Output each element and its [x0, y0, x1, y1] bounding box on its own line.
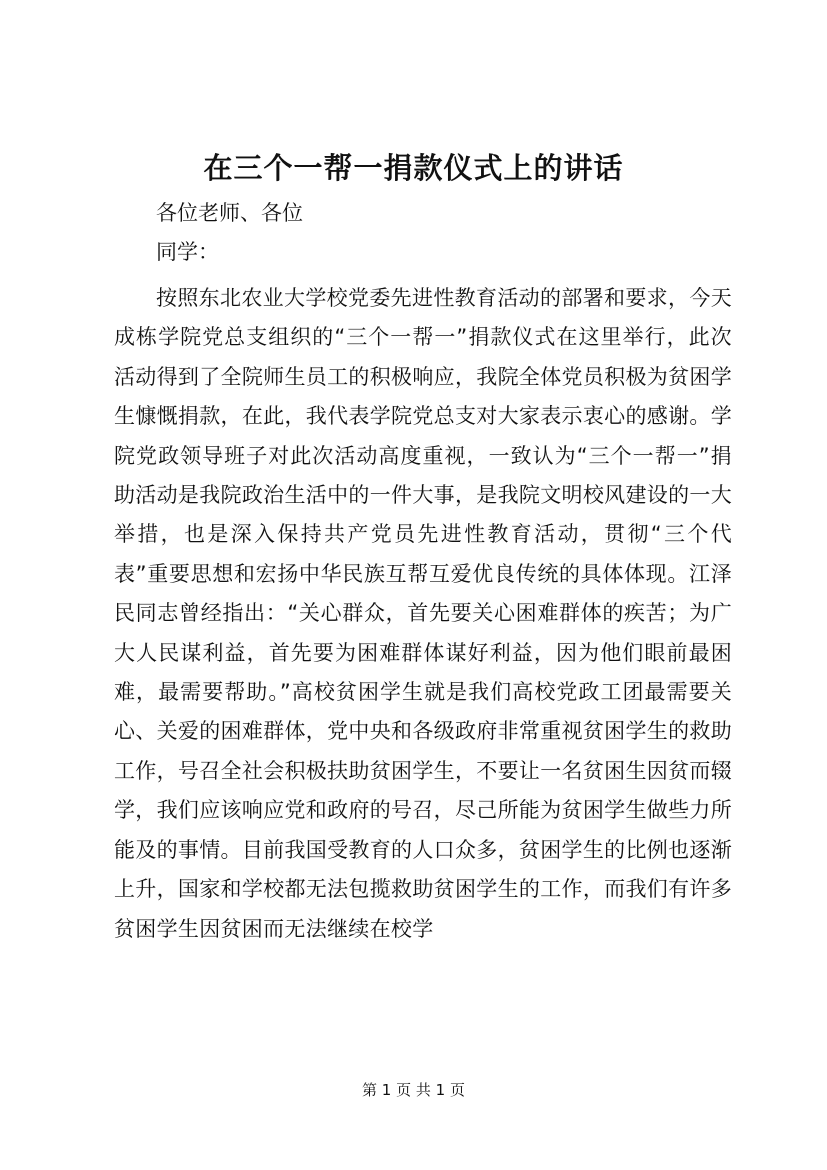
document-title: 在三个一帮一捐款仪式上的讲话 [203, 151, 624, 185]
page-footer: 第 1 页 共 1 页 [362, 1081, 465, 1099]
greeting-line-2: 同学： [156, 240, 219, 264]
greeting-line-1: 各位老师、各位 [156, 201, 303, 225]
body-paragraph: 按照东北农业大学校党委先进性教育活动的部署和要求，今天成栋学院党总支组织的“三个一帮一”捐款仪式在这里举行，此次活动得到了全院师生员工的积极响应，我院全体党员积极为贫困学生慷慨捐款，在此，我代表学院党总支对大家表示衷心的感谢。学院党政领导班子对此次活动高度重视，一致认为“三个一帮一”捐助活动是我院政治生活中的一件大事，是我院文明校风建设的一大举措，也是深入保持共产党员先进性教育活动，贯彻“三个代表”重要思想和宏扬中华民族互帮互爱优良传统的具体体现。江泽民同志曾经指出：“关心群众，首先要关心困难群体的疾苦；为广大人民谋利益，首先要为困难群体谋好利益，因为他们眼前最困难，最需要帮助。”高校贫困学生就是我们高校党政工团最需要关心、关爱的困难群体，党中央和各级政府非常重视贫困学生的救助工作，号召全社会积极扶助贫困学生，不要让一名贫困生因贫而辍学，我们应该响应党和政府的号召，尽己所能为贫困学生做些力所能及的事情。目前我国受教育的人口众多，贫困学生的比例也逐渐上升，国家和学校都无法包揽救助贫困学生的工作，而我们有许多贫困学生因贫困而无法继续在校学 [114, 286, 732, 941]
